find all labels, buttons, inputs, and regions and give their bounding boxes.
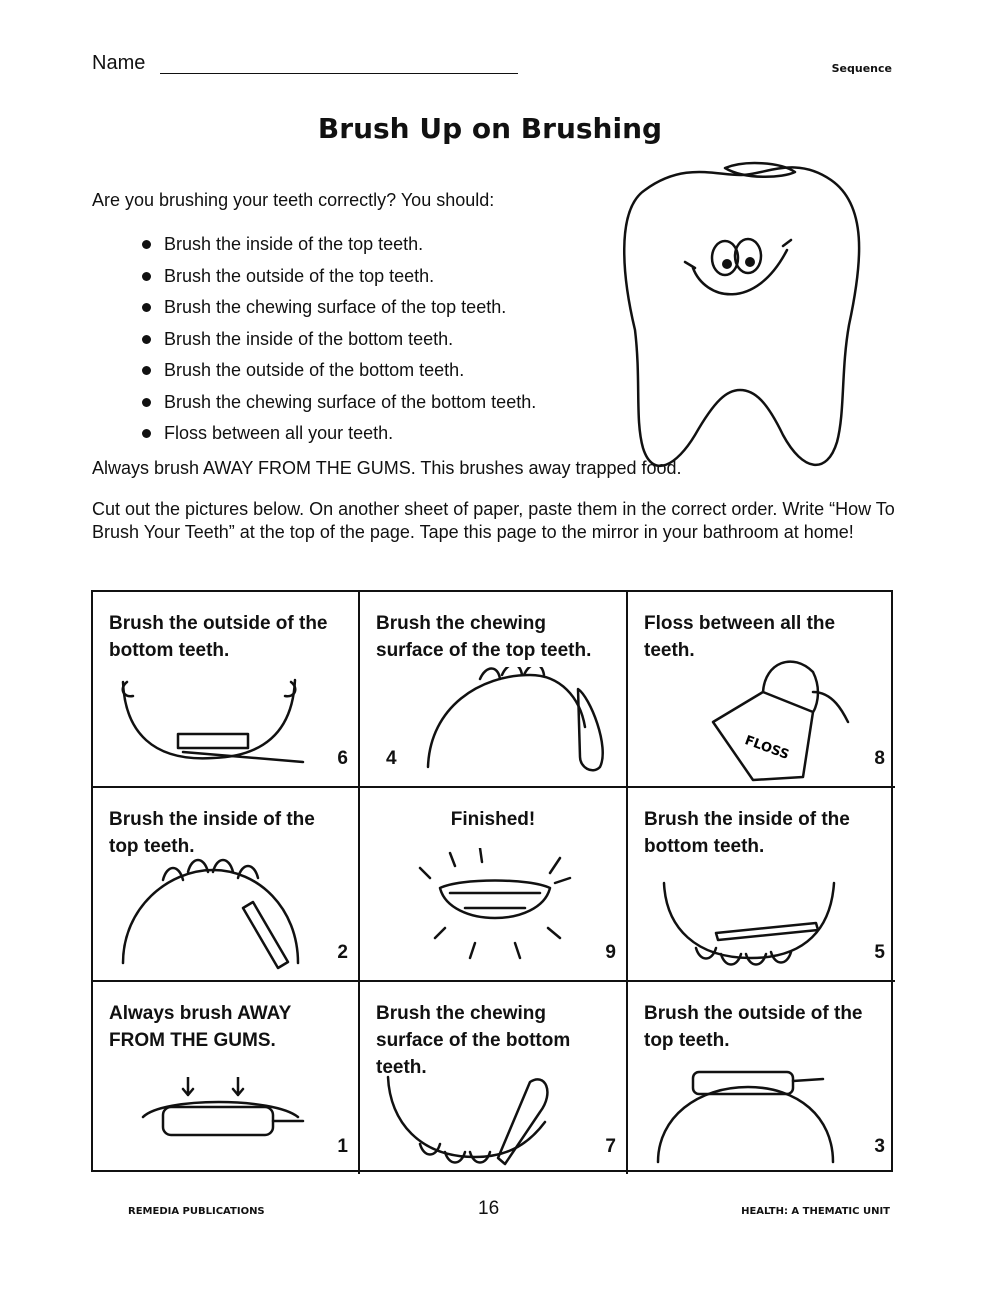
always-brush-note: Always brush AWAY FROM THE GUMS. This brushes away trapped food. <box>92 458 682 478</box>
list-item: Brush the chewing surface of the top teeth. <box>140 295 536 327</box>
card-number: 2 <box>337 942 348 963</box>
card-away-from-gums[interactable] <box>93 982 360 1174</box>
top-teeth-brush-icon <box>420 667 620 777</box>
bottom-teeth-inside-brush-icon <box>656 878 846 968</box>
card-number: 5 <box>874 942 885 963</box>
card-text: Always brush AWAY FROM THE GUMS. <box>109 1003 291 1051</box>
card-text: Brush the inside of the top teeth. <box>109 809 315 857</box>
footer-unit: HEALTH: A THEMATIC UNIT <box>741 1206 890 1217</box>
card-floss[interactable] <box>628 592 895 788</box>
card-number: 7 <box>605 1136 616 1157</box>
card-number: 3 <box>874 1136 885 1157</box>
worksheet-type-tag: Sequence <box>831 62 892 75</box>
card-inside-bottom[interactable] <box>628 788 895 982</box>
list-item: Brush the inside of the bottom teeth. <box>140 327 536 359</box>
list-item: Brush the chewing surface of the bottom teeth. <box>140 390 536 422</box>
card-finished[interactable] <box>360 788 628 982</box>
card-text: Brush the outside of the top teeth. <box>644 1003 863 1051</box>
list-item: Floss between all your teeth. <box>140 421 536 453</box>
card-number: 8 <box>874 748 885 769</box>
card-chewing-bottom[interactable] <box>360 982 628 1174</box>
cut-out-instructions: Cut out the pictures below. On another sheet of paper, paste them in the correct order. Write “How To Brush Your Teeth” at the top of the page. Tape this page to the mirror in your bathroom at home! <box>92 499 895 542</box>
card-outside-bottom[interactable] <box>93 592 360 788</box>
card-chewing-top[interactable] <box>360 592 628 788</box>
bottom-teeth-chewing-brush-icon <box>380 1072 580 1167</box>
name-field-line[interactable] <box>160 73 518 74</box>
brush-away-arrows-icon <box>133 1077 313 1157</box>
card-number: 1 <box>337 1136 348 1157</box>
intro-text: Are you brushing your teeth correctly? You should: <box>92 190 495 210</box>
list-item: Brush the outside of the top teeth. <box>140 264 536 296</box>
name-label: Name <box>92 52 146 74</box>
card-text: Brush the chewing surface of the bottom teeth. <box>376 1003 571 1078</box>
cutout-card-grid <box>91 590 893 1172</box>
card-text: Finished! <box>450 809 536 830</box>
card-outside-top[interactable] <box>628 982 895 1174</box>
floss-box-icon <box>703 652 878 782</box>
smile-icon <box>410 848 580 963</box>
card-text: Brush the outside of the bottom teeth. <box>109 613 328 661</box>
list-item: Brush the inside of the top teeth. <box>140 232 536 264</box>
page-number: 16 <box>478 1198 500 1219</box>
card-text: Brush the inside of the bottom teeth. <box>644 809 850 857</box>
top-teeth-inside-brush-icon <box>113 858 313 973</box>
brushing-steps-list <box>140 232 536 453</box>
card-number: 9 <box>605 942 616 963</box>
bottom-teeth-brush-icon <box>113 672 323 772</box>
top-teeth-outside-brush-icon <box>648 1067 848 1167</box>
list-item: Brush the outside of the bottom teeth. <box>140 358 536 390</box>
footer-publisher: REMEDIA PUBLICATIONS <box>128 1206 265 1217</box>
smiling-tooth-illustration <box>605 150 875 490</box>
card-number: 4 <box>386 748 397 769</box>
card-text: Floss between all the teeth. <box>644 613 836 661</box>
page-title: Brush Up on Brushing <box>317 112 663 145</box>
card-inside-top[interactable] <box>93 788 360 982</box>
card-number: 6 <box>337 748 348 769</box>
card-text: Brush the chewing surface of the top teeth. <box>376 613 592 661</box>
floss-label: FLOSS <box>742 733 791 763</box>
